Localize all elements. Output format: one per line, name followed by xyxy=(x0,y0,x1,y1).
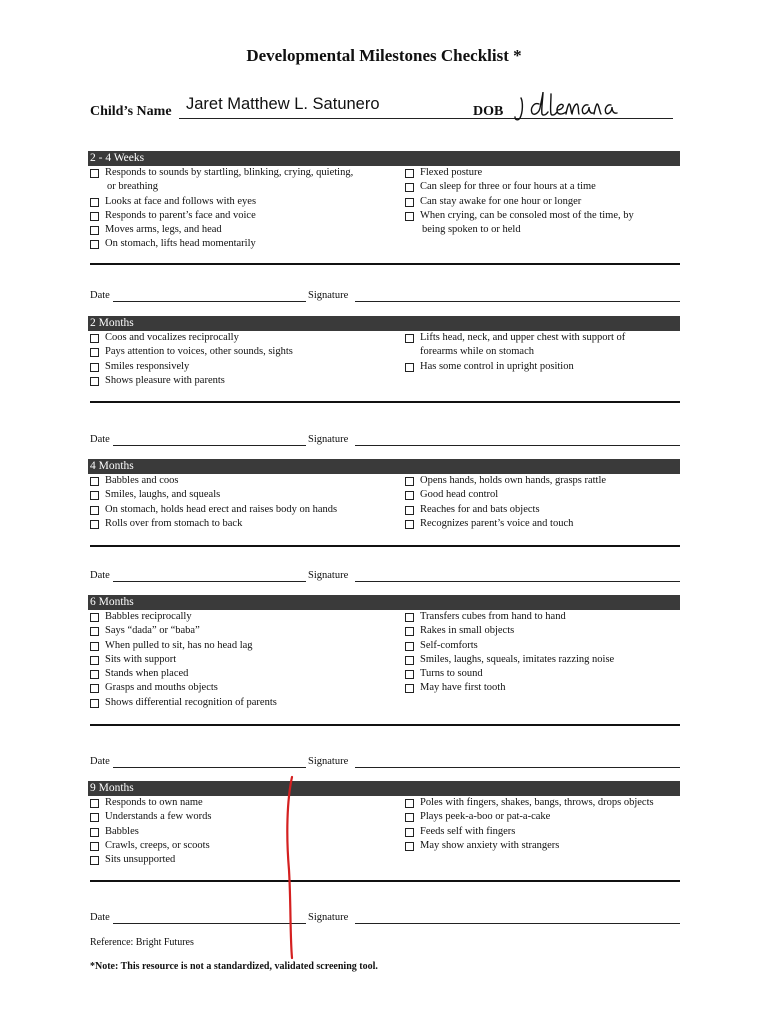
checkbox[interactable] xyxy=(90,642,99,651)
milestone-item[interactable]: Opens hands, holds own hands, grasps rattle xyxy=(403,474,680,488)
checkbox[interactable] xyxy=(405,670,414,679)
signature-label: Signature xyxy=(308,756,349,767)
checkbox[interactable] xyxy=(90,506,99,515)
milestone-item[interactable]: Poles with fingers, shakes, bangs, throws, drops objects xyxy=(403,796,680,810)
signature-field[interactable] xyxy=(355,767,680,768)
milestone-item[interactable]: Can stay awake for one hour or longer xyxy=(403,195,680,209)
checkbox[interactable] xyxy=(90,240,99,249)
checkbox[interactable] xyxy=(90,799,99,808)
milestone-column-left xyxy=(88,796,403,867)
checkbox[interactable] xyxy=(90,699,99,708)
milestone-item[interactable]: Transfers cubes from hand to hand xyxy=(403,610,680,624)
signature-label: Signature xyxy=(308,912,349,923)
checkbox[interactable] xyxy=(90,226,99,235)
milestone-item[interactable]: Sits with support xyxy=(88,653,403,667)
checkbox[interactable] xyxy=(90,656,99,665)
checkbox[interactable] xyxy=(405,334,414,343)
checkbox[interactable] xyxy=(90,813,99,822)
milestone-item[interactable]: Can sleep for three or four hours at a time xyxy=(403,180,680,194)
checkbox[interactable] xyxy=(90,212,99,221)
section-9-months xyxy=(88,781,680,867)
page-title: Developmental Milestones Checklist * xyxy=(246,46,522,65)
milestone-item[interactable]: Responds to sounds by startling, blinking, crying, quieting, or breathing xyxy=(88,166,403,195)
milestone-item[interactable]: Rakes in small objects xyxy=(403,624,680,638)
date-signature-row xyxy=(90,570,680,584)
checkbox[interactable] xyxy=(90,169,99,178)
checkbox[interactable] xyxy=(90,198,99,207)
milestone-column-right xyxy=(403,796,680,867)
milestone-item[interactable]: On stomach, holds head erect and raises body on hands xyxy=(88,503,403,517)
milestone-item[interactable]: Reaches for and bats objects xyxy=(403,503,680,517)
milestone-column-right xyxy=(403,166,680,252)
milestone-item[interactable]: Responds to own name xyxy=(88,796,403,810)
checkbox[interactable] xyxy=(405,627,414,636)
milestone-column-left xyxy=(88,331,403,388)
milestone-item[interactable]: Shows pleasure with parents xyxy=(88,374,403,388)
milestone-item[interactable]: Lifts head, neck, and upper chest with support of forearms while on stomach xyxy=(403,331,680,360)
reference-text: Reference: Bright Futures xyxy=(90,937,194,948)
milestone-item[interactable]: Plays peek-a-boo or pat-a-cake xyxy=(403,810,680,824)
date-field[interactable] xyxy=(113,767,306,768)
checkbox[interactable] xyxy=(405,613,414,622)
milestone-item[interactable]: When crying, can be consoled most of the time, by being spoken to or held xyxy=(403,209,680,238)
signature-label: Signature xyxy=(308,290,349,301)
date-label: Date xyxy=(90,756,110,767)
milestone-item[interactable]: Smiles, laughs, and squeals xyxy=(88,488,403,502)
milestone-item[interactable]: Grasps and mouths objects xyxy=(88,681,403,695)
checkbox[interactable] xyxy=(405,813,414,822)
milestone-item[interactable]: Coos and vocalizes reciprocally xyxy=(88,331,403,345)
checkbox[interactable] xyxy=(405,212,414,221)
milestone-item[interactable]: Smiles responsively xyxy=(88,360,403,374)
date-field[interactable] xyxy=(113,301,306,302)
milestone-item[interactable]: Moves arms, legs, and head xyxy=(88,223,403,237)
section-2-months xyxy=(88,316,680,388)
section-header: 2 - 4 Weeks xyxy=(88,151,680,166)
milestone-item[interactable]: Self-comforts xyxy=(403,639,680,653)
milestone-item[interactable]: Stands when placed xyxy=(88,667,403,681)
checkbox[interactable] xyxy=(405,506,414,515)
checkbox[interactable] xyxy=(405,183,414,192)
milestone-item[interactable]: Good head control xyxy=(403,488,680,502)
section-divider xyxy=(90,545,680,547)
signature-label: Signature xyxy=(308,570,349,581)
milestone-column-right xyxy=(403,474,680,531)
milestone-item[interactable]: When pulled to sit, has no head lag xyxy=(88,639,403,653)
signature-label: Signature xyxy=(308,434,349,445)
milestone-item[interactable]: Has some control in upright position xyxy=(403,360,680,374)
date-label: Date xyxy=(90,912,110,923)
milestone-column-right xyxy=(403,331,680,388)
milestone-item[interactable]: Turns to sound xyxy=(403,667,680,681)
milestone-item[interactable]: Smiles, laughs, squeals, imitates razzing noise xyxy=(403,653,680,667)
date-signature-row xyxy=(90,434,680,448)
checkbox[interactable] xyxy=(405,828,414,837)
milestone-item[interactable]: Recognizes parent’s voice and touch xyxy=(403,517,680,531)
milestone-item[interactable]: May have first tooth xyxy=(403,681,680,695)
milestone-item[interactable]: Flexed posture xyxy=(403,166,680,180)
checkbox[interactable] xyxy=(405,198,414,207)
checkbox[interactable] xyxy=(90,684,99,693)
checkbox[interactable] xyxy=(405,363,414,372)
milestone-item[interactable]: On stomach, lifts head momentarily xyxy=(88,237,403,251)
section-header: 9 Months xyxy=(88,781,680,796)
milestone-item[interactable]: Babbles and coos xyxy=(88,474,403,488)
date-signature-row xyxy=(90,756,680,770)
checkbox[interactable] xyxy=(90,856,99,865)
signature-field[interactable] xyxy=(355,445,680,446)
date-signature-row xyxy=(90,290,680,304)
checkbox[interactable] xyxy=(405,169,414,178)
checkbox[interactable] xyxy=(90,613,99,622)
milestone-column-right xyxy=(403,610,680,710)
checkbox[interactable] xyxy=(90,491,99,500)
milestone-column-left xyxy=(88,474,403,531)
section-2-4-weeks xyxy=(88,151,680,252)
date-label: Date xyxy=(90,434,110,445)
milestone-item[interactable]: Looks at face and follows with eyes xyxy=(88,195,403,209)
checkbox[interactable] xyxy=(405,684,414,693)
childs-name-label: Child’s Name xyxy=(90,104,172,119)
milestone-column-left xyxy=(88,610,403,710)
milestone-item[interactable]: May show anxiety with strangers xyxy=(403,839,680,853)
section-header: 6 Months xyxy=(88,595,680,610)
milestone-item[interactable]: Responds to parent’s face and voice xyxy=(88,209,403,223)
milestone-item[interactable]: Babbles reciprocally xyxy=(88,610,403,624)
checkbox[interactable] xyxy=(90,627,99,636)
signature-field[interactable] xyxy=(355,581,680,582)
checkbox[interactable] xyxy=(90,842,99,851)
milestone-item[interactable]: Understands a few words xyxy=(88,810,403,824)
checkbox[interactable] xyxy=(90,670,99,679)
dob-label: DOB xyxy=(473,104,504,119)
milestone-item[interactable]: Says “dada” or “baba” xyxy=(88,624,403,638)
milestone-item[interactable]: Pays attention to voices, other sounds, sights xyxy=(88,345,403,359)
checkbox[interactable] xyxy=(90,334,99,343)
checkbox[interactable] xyxy=(90,377,99,386)
dob-handwriting xyxy=(513,90,633,124)
checkbox[interactable] xyxy=(405,520,414,529)
date-field[interactable] xyxy=(113,445,306,446)
milestone-item[interactable]: Rolls over from stomach to back xyxy=(88,517,403,531)
checkbox[interactable] xyxy=(405,642,414,651)
signature-field[interactable] xyxy=(355,923,680,924)
checkbox[interactable] xyxy=(405,799,414,808)
checkbox[interactable] xyxy=(90,520,99,529)
section-4-months xyxy=(88,459,680,531)
section-divider xyxy=(90,724,680,726)
checkbox[interactable] xyxy=(405,656,414,665)
disclaimer-note: *Note: This resource is not a standardized, validated screening tool. xyxy=(90,961,378,972)
signature-field[interactable] xyxy=(355,301,680,302)
section-divider xyxy=(90,401,680,403)
date-signature-row xyxy=(90,912,680,926)
date-field[interactable] xyxy=(113,923,306,924)
checkbox[interactable] xyxy=(405,491,414,500)
checkbox[interactable] xyxy=(90,477,99,486)
childs-name-value: Jaret Matthew L. Satunero xyxy=(186,95,380,113)
milestone-column-left xyxy=(88,166,403,252)
milestone-item[interactable]: Babbles xyxy=(88,825,403,839)
checkbox[interactable] xyxy=(90,828,99,837)
milestone-item[interactable]: Feeds self with fingers xyxy=(403,825,680,839)
checkbox[interactable] xyxy=(405,842,414,851)
section-divider xyxy=(90,263,680,265)
date-field[interactable] xyxy=(113,581,306,582)
date-label: Date xyxy=(90,570,110,581)
milestone-item[interactable]: Shows differential recognition of parents xyxy=(88,696,403,710)
section-header: 4 Months xyxy=(88,459,680,474)
checkbox[interactable] xyxy=(90,363,99,372)
milestone-item[interactable]: Crawls, creeps, or scoots xyxy=(88,839,403,853)
section-header: 2 Months xyxy=(88,316,680,331)
checkbox[interactable] xyxy=(405,477,414,486)
date-label: Date xyxy=(90,290,110,301)
section-6-months xyxy=(88,595,680,710)
section-divider xyxy=(90,880,680,882)
milestone-item[interactable]: Sits unsupported xyxy=(88,853,403,867)
checkbox[interactable] xyxy=(90,348,99,357)
